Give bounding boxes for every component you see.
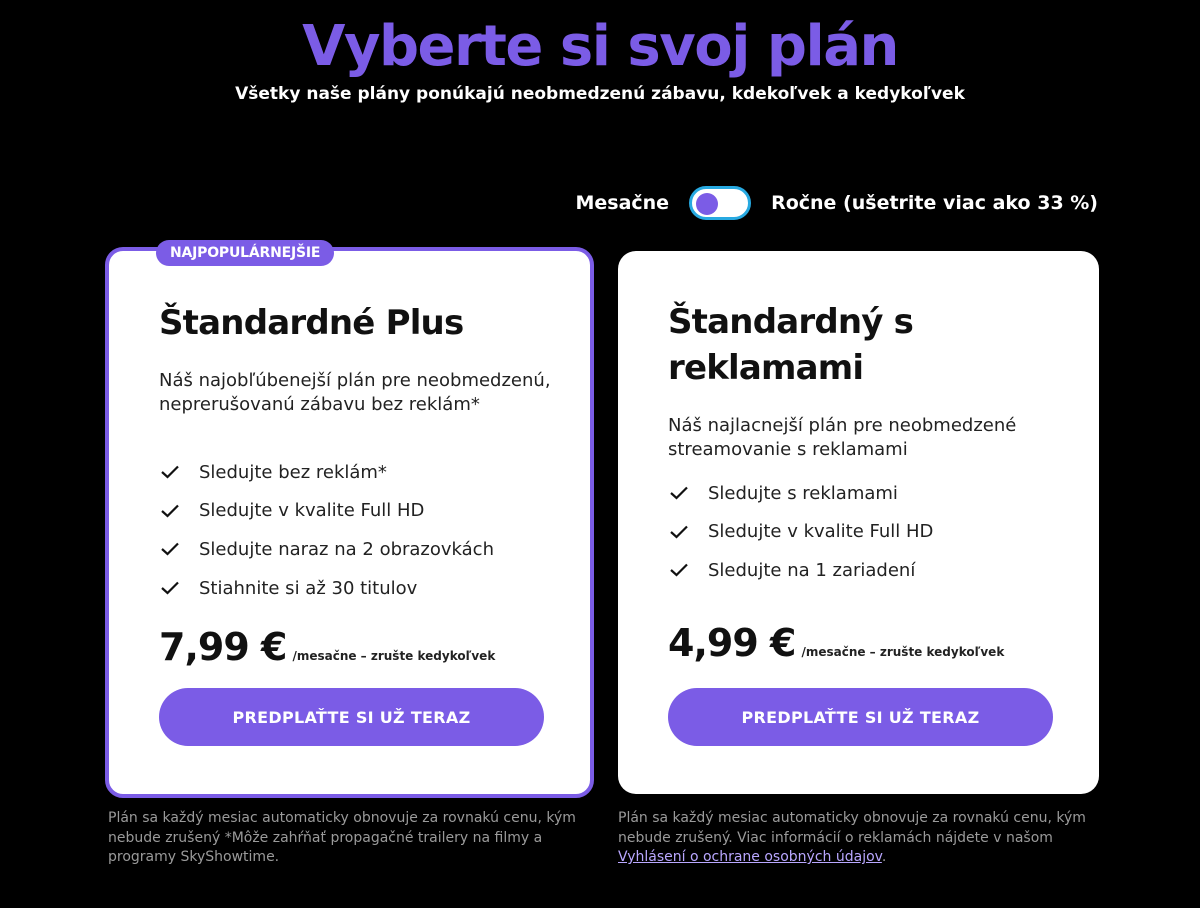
page-subtitle: Všetky naše plány ponúkajú neobmedzenú zábavu, kdekoľvek a kedykoľvek xyxy=(235,84,965,104)
page-title: Vyberte si svoj plán xyxy=(302,14,898,79)
feature-list xyxy=(161,453,494,607)
feature-item xyxy=(670,474,933,513)
plan-fine-print xyxy=(618,809,1108,868)
feature-item xyxy=(161,492,494,531)
subscribe-button[interactable]: PREDPLAŤTE SI UŽ TERAZ xyxy=(159,688,544,746)
check-icon xyxy=(161,581,179,595)
plan-card-standard-with-ads xyxy=(618,251,1099,794)
plan-title: Štandardný s reklamami xyxy=(668,302,914,388)
price-row xyxy=(159,625,495,669)
subscribe-button[interactable]: PREDPLAŤTE SI UŽ TERAZ xyxy=(668,688,1053,746)
check-icon xyxy=(161,465,179,479)
feature-label: Sledujte na 1 zariadení xyxy=(708,559,916,581)
check-icon xyxy=(161,504,179,518)
toggle-knob xyxy=(696,193,718,215)
plan-price: 4,99 € xyxy=(668,621,796,665)
feature-item xyxy=(670,551,933,590)
fine-print-text: Plán sa každý mesiac automaticky obnovuje za rovnakú cenu, kým nebude zrušený. Viac informácií o reklamách nájdete v našom xyxy=(618,810,1086,846)
feature-item xyxy=(161,453,494,492)
feature-label: Sledujte s reklamami xyxy=(708,482,898,504)
feature-item xyxy=(161,569,494,608)
billing-yearly-label[interactable]: Ročne (ušetrite viac ako 33 %) xyxy=(771,192,1098,214)
check-icon xyxy=(670,563,688,577)
price-row xyxy=(668,621,1004,665)
feature-label: Sledujte v kvalite Full HD xyxy=(199,500,425,522)
plan-description: Náš najlacnejší plán pre neobmedzené streamovanie s reklamami xyxy=(668,415,1017,460)
price-note: /mesačne – zrušte kedykoľvek xyxy=(801,645,1005,659)
feature-label: Sledujte bez reklám* xyxy=(199,461,387,483)
plan-price: 7,99 € xyxy=(159,625,287,669)
billing-monthly-label[interactable]: Mesačne xyxy=(575,192,670,214)
plan-description: Náš najobľúbenejší plán pre neobmedzenú, neprerušovanú zábavu bez reklám* xyxy=(159,370,551,415)
price-note: /mesačne – zrušte kedykoľvek xyxy=(292,649,496,663)
feature-label: Stiahnite si až 30 titulov xyxy=(199,577,418,599)
feature-list xyxy=(670,474,933,590)
most-popular-badge: NAJPOPULÁRNEJŠIE xyxy=(156,240,334,266)
billing-toggle[interactable] xyxy=(689,186,751,220)
privacy-policy-link[interactable]: Vyhlásení o ochrane osobných údajov xyxy=(618,849,882,865)
fine-print-end: . xyxy=(881,849,887,865)
feature-label: Sledujte v kvalite Full HD xyxy=(708,521,934,543)
check-icon xyxy=(670,525,688,539)
billing-period-switch xyxy=(575,186,1098,220)
check-icon xyxy=(161,542,179,556)
feature-item xyxy=(161,530,494,569)
plan-card-standard-plus xyxy=(105,247,594,798)
plan-fine-print: Plán sa každý mesiac automaticky obnovuje za rovnakú cenu, kým nebude zrušený *Môže zahŕňať propagačné trailery na filmy a programy SkyShowtime. xyxy=(108,810,576,865)
feature-item xyxy=(670,513,933,552)
feature-label: Sledujte naraz na 2 obrazovkách xyxy=(199,538,494,560)
plan-title: Štandardné Plus xyxy=(159,303,464,343)
check-icon xyxy=(670,486,688,500)
